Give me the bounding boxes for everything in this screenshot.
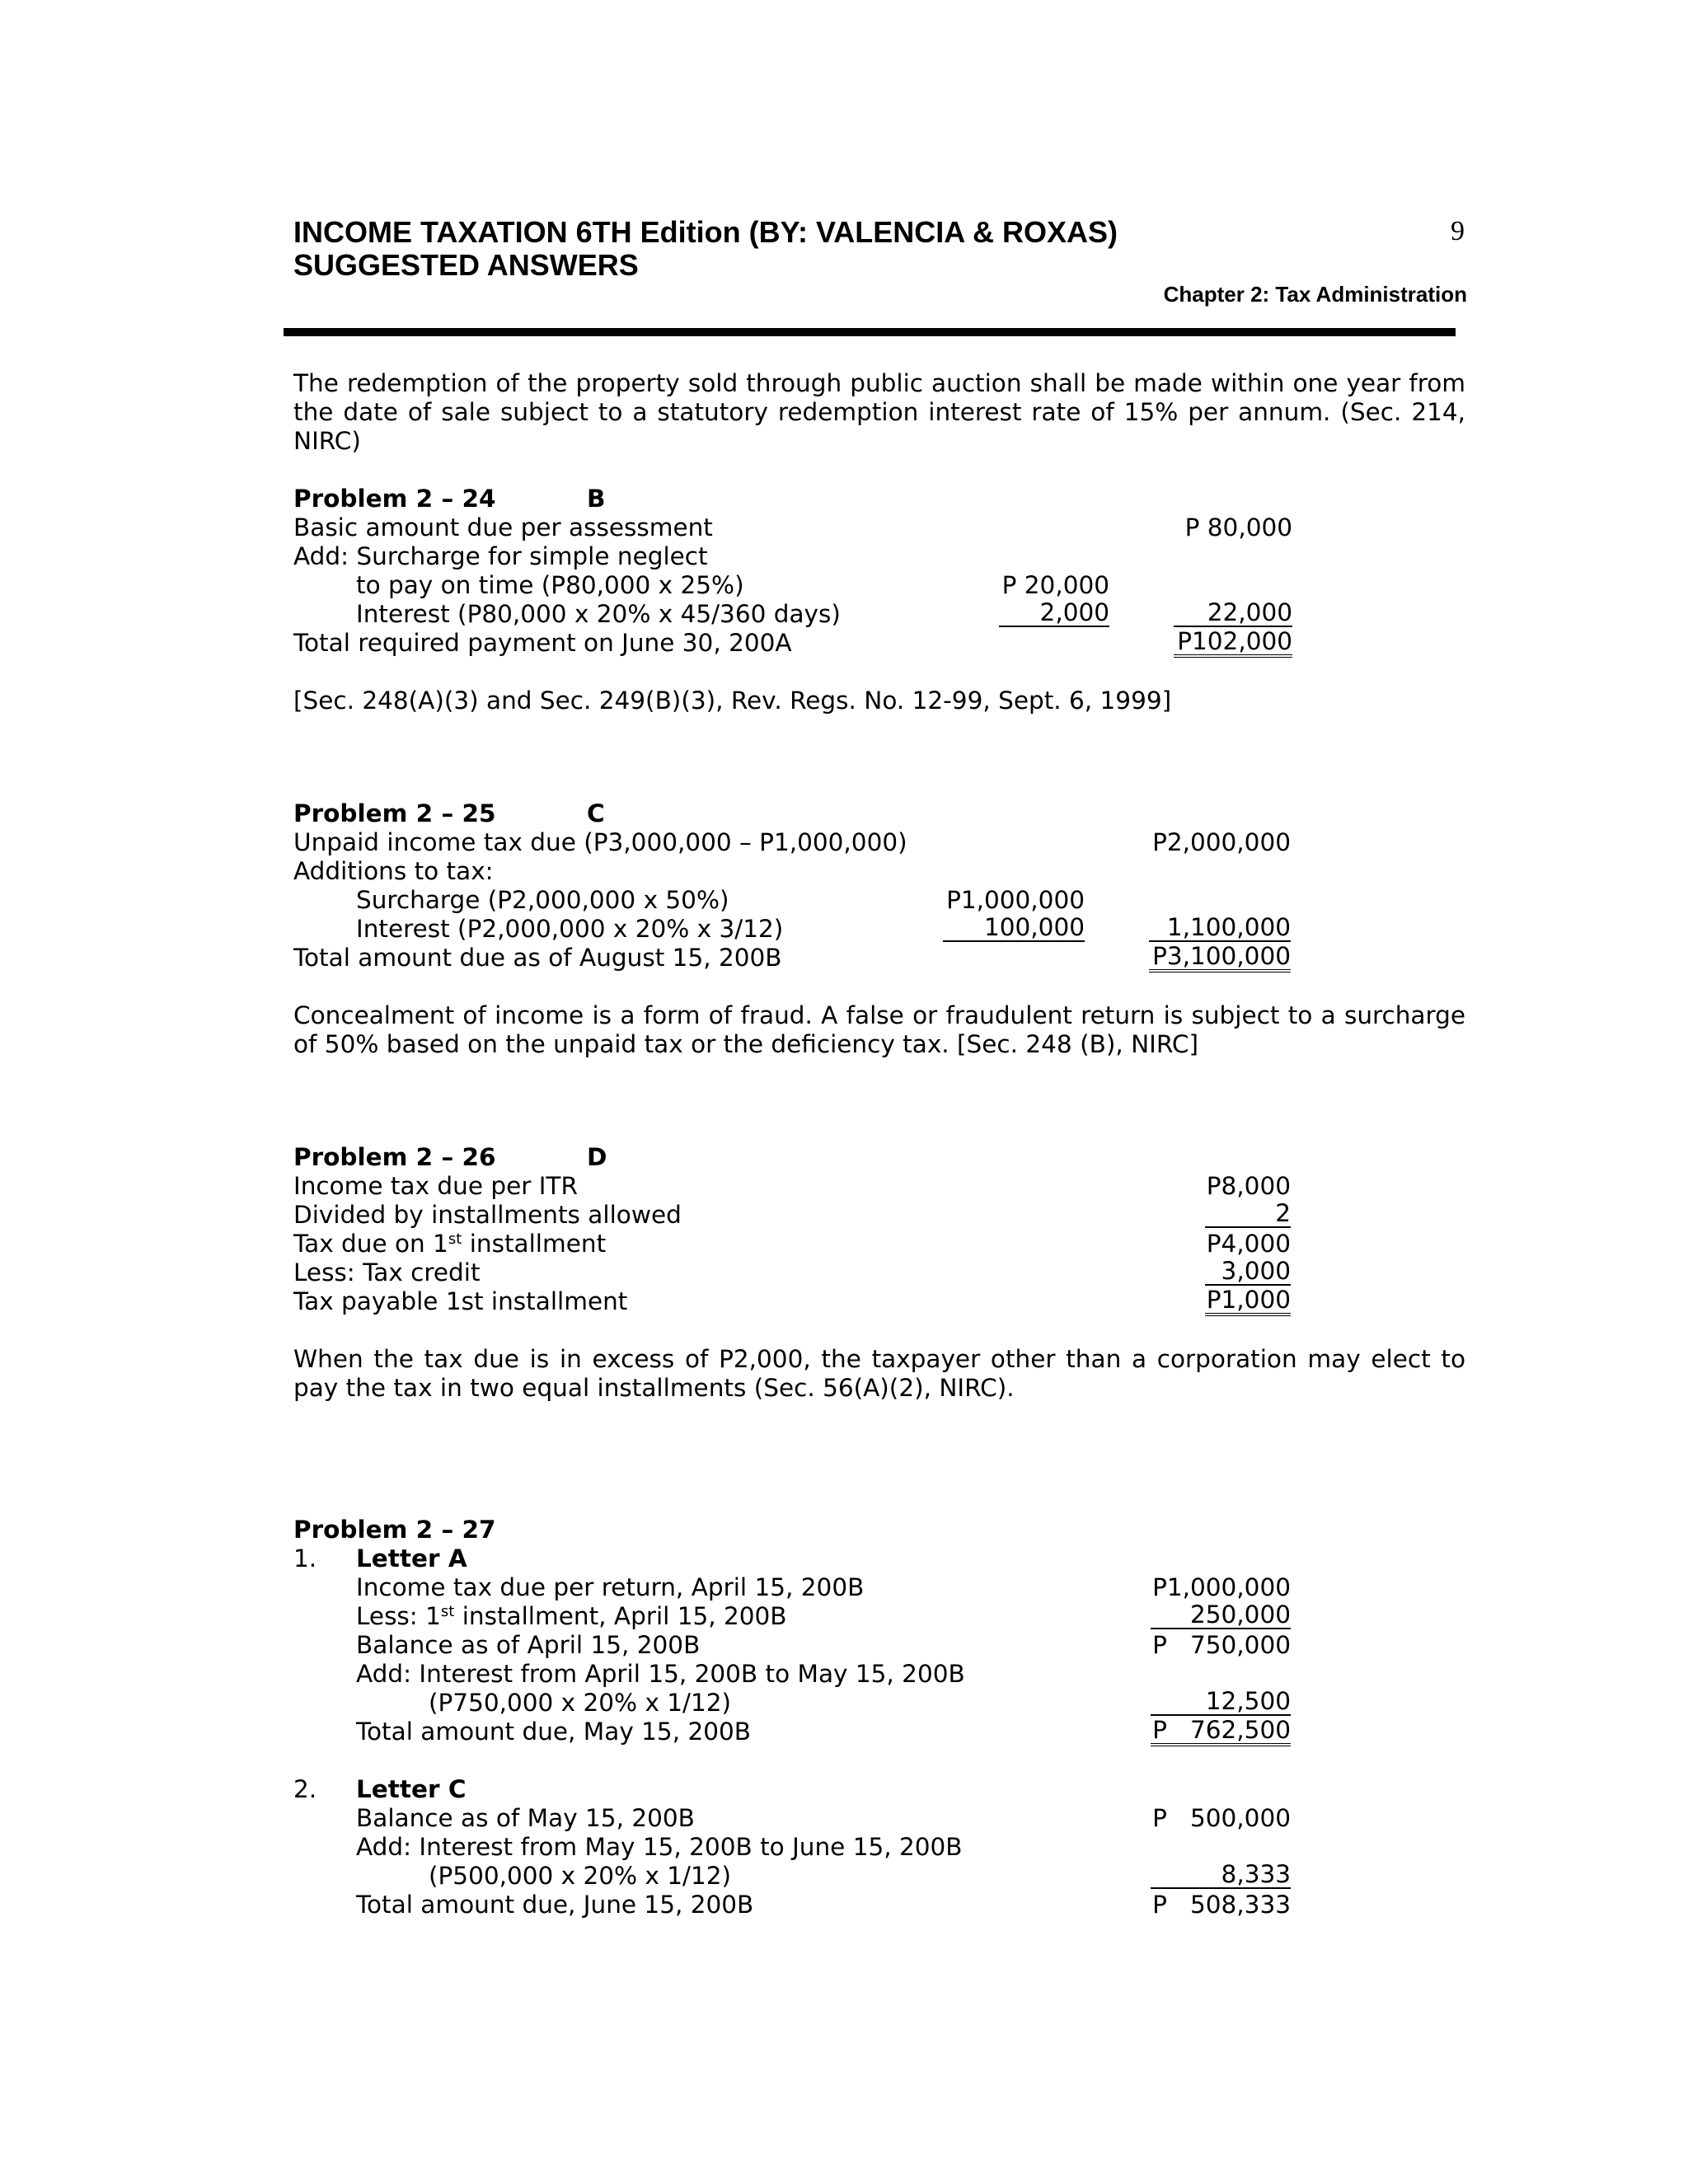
p27-1-row-6-value: P 762,500 <box>1151 1718 1291 1746</box>
p27-1-row-6-label: Total amount due, May 15, 200B <box>356 1718 752 1746</box>
problem-2-26-answer: D <box>587 1143 607 1171</box>
p27-1-row-1-label: Income tax due per return, April 15, 200B <box>356 1573 865 1601</box>
p24-row-4-total: 22,000 <box>1174 600 1292 627</box>
p26-row-2-label: Divided by installments allowed <box>293 1201 682 1229</box>
p25-note: Concealment of income is a form of fraud. A false or fraudulent return is subject to a surcharge of 50% based on the unpaid tax or the deficiency tax. [Sec. 248 (B), NIRC] <box>293 1001 1465 1058</box>
p27-1-row-5-label: (P750,000 x 20% x 1/12) <box>429 1689 732 1717</box>
p26-row-4-value: 3,000 <box>1205 1258 1291 1286</box>
p25-row-5-label: Total amount due as of August 15, 200B <box>293 944 782 972</box>
p27-1-row-4-label: Add: Interest from April 15, 200B to May 15, 200B <box>356 1660 965 1688</box>
p26-row-1-label: Income tax due per ITR <box>293 1172 578 1200</box>
p27-1-row-3-label: Balance as of April 15, 200B <box>356 1631 701 1659</box>
p24-row-3-label: to pay on time (P80,000 x 25%) <box>356 571 744 599</box>
problem-2-25-answer: C <box>587 799 605 827</box>
p26-note: When the tax due is in excess of P2,000, the taxpayer other than a corporation may elect to pay the tax in two equal installments (Sec. 56(A)(2), NIRC). <box>293 1345 1465 1402</box>
p25-row-5-total: P3,100,000 <box>1149 944 1291 972</box>
p24-row-1-total: P 80,000 <box>1184 513 1292 541</box>
p26-row-4-label: Less: Tax credit <box>293 1258 481 1286</box>
problem-2-25-title: Problem 2 – 25 <box>293 799 496 827</box>
problem-2-24-answer: B <box>587 485 606 513</box>
p27-1-row-1-value: P1,000,000 <box>1152 1573 1291 1601</box>
header-divider <box>284 328 1456 336</box>
title-line-2: SUGGESTED ANSWERS <box>293 248 639 282</box>
p24-row-5-label: Total required payment on June 30, 200A <box>293 629 792 657</box>
p27-1-row-3-value: P 750,000 <box>1152 1631 1291 1659</box>
p27-item-2-number: 2. <box>293 1775 317 1803</box>
p26-row-3-value: P4,000 <box>1206 1230 1291 1258</box>
p24-row-1-label: Basic amount due per assessment <box>293 513 713 541</box>
p27-item-1-number: 1. <box>293 1544 317 1572</box>
p24-row-5-total: P102,000 <box>1174 629 1292 658</box>
p27-2-row-2-label: Add: Interest from May 15, 200B to June 15, 200B <box>356 1833 963 1861</box>
p24-row-4-label: Interest (P80,000 x 20% x 45/360 days) <box>356 600 841 628</box>
p25-row-4-label: Interest (P2,000,000 x 20% x 3/12) <box>356 915 784 943</box>
p27-2-row-3-value: 8,333 <box>1151 1862 1291 1889</box>
p26-row-1-value: P8,000 <box>1206 1172 1291 1200</box>
document-title <box>293 216 1118 282</box>
p27-item-1-heading: Letter A <box>356 1544 467 1572</box>
p27-2-row-4-label: Total amount due, June 15, 200B <box>356 1891 754 1919</box>
p27-item-2-heading: Letter C <box>356 1775 467 1803</box>
p27-2-row-1-value: P 500,000 <box>1152 1804 1291 1832</box>
p26-row-5-label: Tax payable 1st installment <box>293 1287 628 1315</box>
p24-row-2-label: Add: Surcharge for simple neglect <box>293 542 708 570</box>
p26-row-5-value: P1,000 <box>1205 1287 1291 1316</box>
p24-row-3-amount: P 20,000 <box>1001 571 1109 599</box>
p25-row-1-total: P2,000,000 <box>1152 828 1291 856</box>
p25-row-4-amount: 100,000 <box>943 915 1085 942</box>
p24-reference-note: [Sec. 248(A)(3) and Sec. 249(B)(3), Rev. Regs. No. 12-99, Sept. 6, 1999] <box>293 687 1172 715</box>
p25-row-2-label: Additions to tax: <box>293 857 494 885</box>
p25-row-4-total: 1,100,000 <box>1149 915 1291 942</box>
p27-2-row-3-label: (P500,000 x 20% x 1/12) <box>429 1862 732 1890</box>
title-line-1: INCOME TAXATION 6TH Edition (BY: VALENCIA & ROXAS) <box>293 215 1118 249</box>
p27-1-row-2-label: Less: 1st installment, April 15, 200B <box>356 1602 787 1630</box>
p27-1-row-2-value: 250,000 <box>1151 1602 1291 1629</box>
problem-2-27-title: Problem 2 – 27 <box>293 1516 496 1544</box>
problem-2-26-title: Problem 2 – 26 <box>293 1143 496 1171</box>
p26-row-3-label: Tax due on 1st installment <box>293 1230 607 1258</box>
intro-paragraph: The redemption of the property sold through public auction shall be made within one year from the date of sale subject to a statutory redemption interest rate of 15% per annum. (Sec. 214, NIRC) <box>293 369 1465 455</box>
p27-2-row-4-value: P 508,333 <box>1152 1891 1291 1919</box>
p25-row-3-amount: P1,000,000 <box>946 886 1085 914</box>
p27-2-row-1-label: Balance as of May 15, 200B <box>356 1804 695 1832</box>
p25-row-1-label: Unpaid income tax due (P3,000,000 – P1,000,000) <box>293 828 907 856</box>
p24-row-4-amount: 2,000 <box>999 600 1109 627</box>
chapter-label: Chapter 2: Tax Administration <box>1163 282 1467 307</box>
problem-2-24-title: Problem 2 – 24 <box>293 485 496 513</box>
page-number: 9 <box>1451 216 1465 246</box>
p25-row-3-label: Surcharge (P2,000,000 x 50%) <box>356 886 729 914</box>
p26-row-2-value: 2 <box>1205 1201 1291 1228</box>
p27-1-row-5-value: 12,500 <box>1151 1689 1291 1716</box>
